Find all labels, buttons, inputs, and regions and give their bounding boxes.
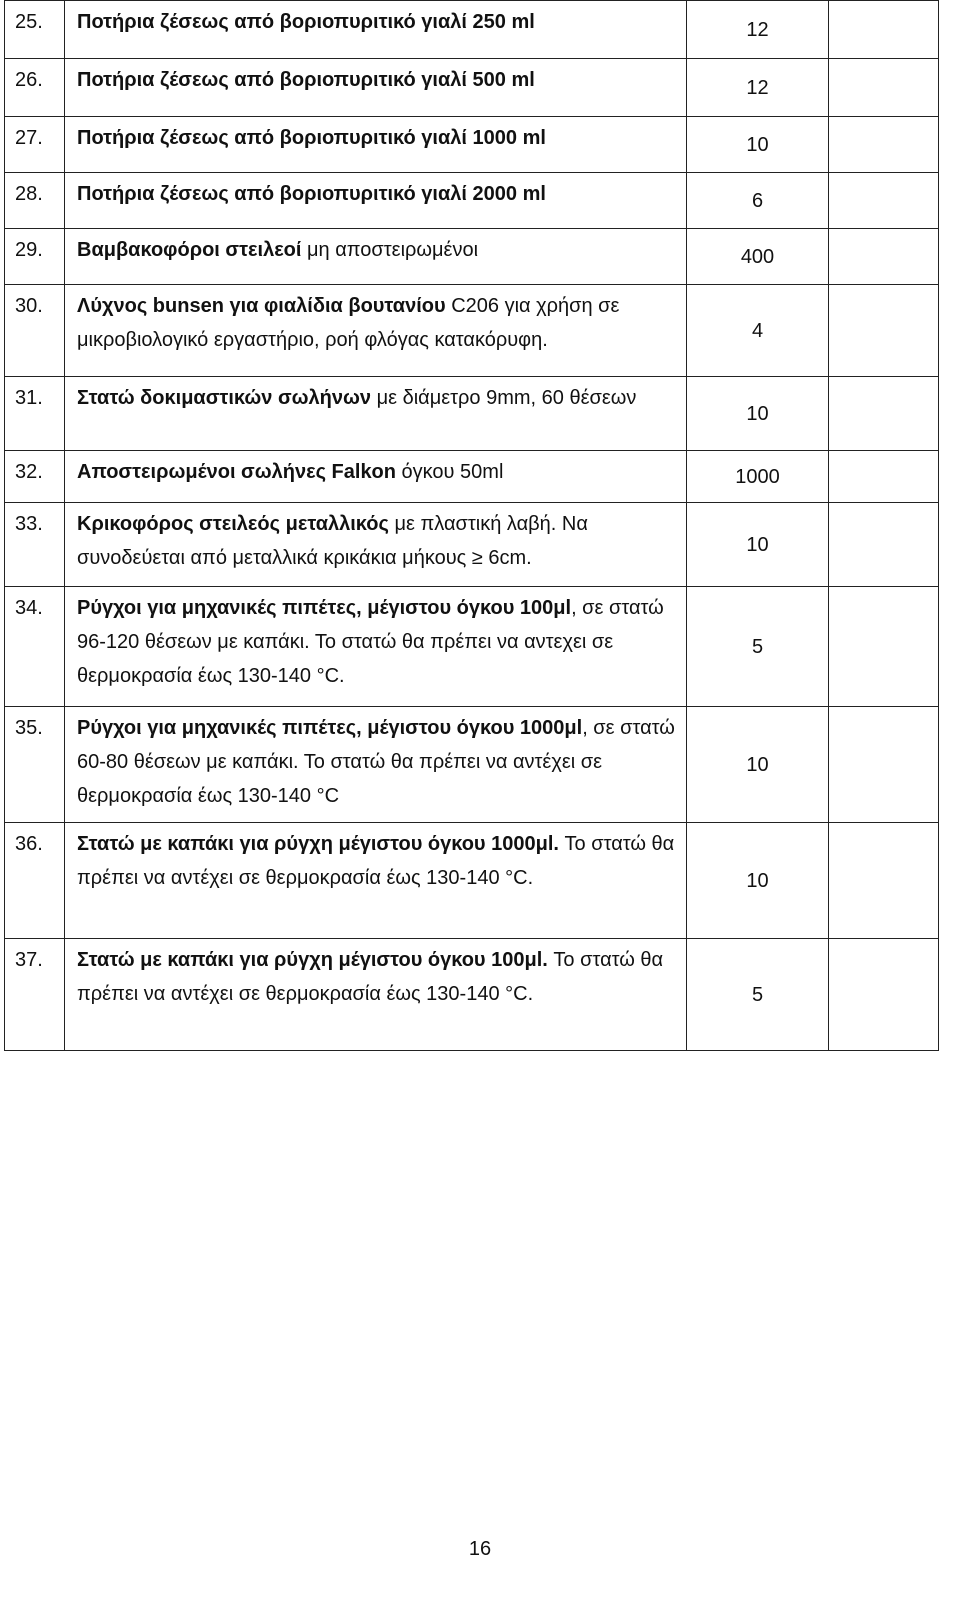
item-quantity-value: 10 [746,533,769,556]
item-description [65,229,687,285]
item-description-bold: Στατώ δοκιμαστικών σωλήνων [77,387,372,409]
empty-cell [829,59,939,117]
table-row [5,229,939,285]
item-number: 28. [5,173,65,229]
table-row [5,117,939,173]
item-description [65,587,687,707]
item-quantity [687,939,829,1051]
item-description-bold: Ποτήρια ζέσεως από βοριοπυριτικό γιαλί 250 ml [77,11,535,33]
item-description-rest: όγκου 50ml [396,461,504,483]
empty-cell [829,707,939,823]
item-quantity [687,285,829,377]
item-quantity [687,1,829,59]
table-row [5,1,939,59]
table-row [5,939,939,1051]
item-description-bold: Ποτήρια ζέσεως από βοριοπυριτικό γιαλί 500 ml [77,69,535,91]
item-quantity-value: 5 [751,635,764,658]
empty-cell [829,587,939,707]
item-quantity-value: 1000 [735,465,780,488]
empty-cell [829,117,939,173]
item-description-bold: Αποστειρωμένοι σωλήνες Falkon [77,461,396,483]
item-description-rest: C206 για χρήση σε μικροβιολογικό εργαστήριο, ροή φλόγας κατακόρυφη. [77,295,620,351]
item-number: 35. [5,707,65,823]
item-quantity [687,377,829,451]
item-description-bold: Κρικοφόρος στειλεός μεταλλικός [77,513,389,535]
item-quantity-value: 10 [746,133,769,156]
table-row [5,377,939,451]
item-quantity [687,173,829,229]
item-quantity-value: 6 [751,189,764,212]
item-number: 36. [5,823,65,939]
item-description-rest: , σε στατώ 96-120 θέσεων με καπάκι. Το στατώ θα πρέπει να αντεχει σε θερμοκρασία έως 130-140 °C. [77,597,664,687]
item-quantity-value: 12 [746,76,769,99]
table-row [5,707,939,823]
empty-cell [829,1,939,59]
item-description-rest: με διάμετρο 9mm, 60 θέσεων [371,387,637,409]
item-description-bold: Ρύγχοι για μηχανικές πιπέτες, μέγιστου όγκου 100μl [77,597,572,619]
item-number: 30. [5,285,65,377]
table-row [5,173,939,229]
item-number: 33. [5,503,65,587]
page-number: 16 [468,1538,492,1560]
item-quantity-value: 400 [740,245,775,268]
item-description [65,117,687,173]
item-description [65,377,687,451]
empty-cell [829,451,939,503]
item-quantity [687,229,829,285]
item-number: 27. [5,117,65,173]
item-number: 25. [5,1,65,59]
item-description [65,503,687,587]
item-quantity-value: 10 [746,402,769,425]
item-description-bold: Στατώ με καπάκι για ρύγχη μέγιστου όγκου 1000μl. [77,833,559,855]
item-description-bold: Ρύγχοι για μηχανικές πιπέτες, μέγιστου όγκου 1000μl [77,717,583,739]
item-quantity-value: 12 [746,18,769,41]
item-description-rest: με πλαστική λαβή. Να συνοδεύεται από μεταλλικά κρικάκια μήκους ≥ 6cm. [77,513,588,569]
table-row [5,285,939,377]
item-quantity [687,707,829,823]
empty-cell [829,173,939,229]
item-description-bold: Ποτήρια ζέσεως από βοριοπυριτικό γιαλί 1000 ml [77,127,546,149]
item-description-rest: μη αποστειρωμένοι [301,239,479,261]
equipment-table-body [5,1,939,1051]
empty-cell [829,229,939,285]
item-number: 32. [5,451,65,503]
item-quantity [687,59,829,117]
item-description [65,823,687,939]
item-number: 29. [5,229,65,285]
item-quantity-value: 10 [746,869,769,892]
item-description [65,707,687,823]
item-quantity [687,451,829,503]
item-number: 31. [5,377,65,451]
table-row [5,823,939,939]
item-description-bold: Λύχνος bunsen για φιαλίδια βουτανίου [77,295,446,317]
item-quantity [687,823,829,939]
empty-cell [829,285,939,377]
item-description-rest: Το στατώ θα πρέπει να αντέχει σε θερμοκρασία έως 130-140 °C. [77,949,664,1005]
empty-cell [829,823,939,939]
item-description [65,173,687,229]
item-number: 26. [5,59,65,117]
item-description-rest: Το στατώ θα πρέπει να αντέχει σε θερμοκρασία έως 130-140 °C. [77,833,675,889]
item-description-rest: , σε στατώ 60-80 θέσεων με καπάκι. Το στατώ θα πρέπει να αντέχει σε θερμοκρασία έως 130-140 °C [77,717,675,807]
empty-cell [829,503,939,587]
table-row [5,59,939,117]
item-description-bold: Βαμβακοφόροι στειλεοί [77,239,302,261]
table-row [5,503,939,587]
item-number: 37. [5,939,65,1051]
item-description [65,59,687,117]
item-quantity [687,587,829,707]
empty-cell [829,377,939,451]
item-description [65,451,687,503]
empty-cell [829,939,939,1051]
item-number: 34. [5,587,65,707]
item-quantity-value: 5 [751,983,764,1006]
equipment-table [4,0,939,1051]
item-quantity-value: 4 [751,319,764,342]
item-quantity [687,503,829,587]
item-quantity-value: 10 [746,753,769,776]
item-description [65,939,687,1051]
item-description [65,285,687,377]
item-description-bold: Στατώ με καπάκι για ρύγχη μέγιστου όγκου 100μl. [77,949,548,971]
item-quantity [687,117,829,173]
table-row [5,451,939,503]
table-row [5,587,939,707]
item-description-bold: Ποτήρια ζέσεως από βοριοπυριτικό γιαλί 2000 ml [77,183,546,205]
item-description [65,1,687,59]
